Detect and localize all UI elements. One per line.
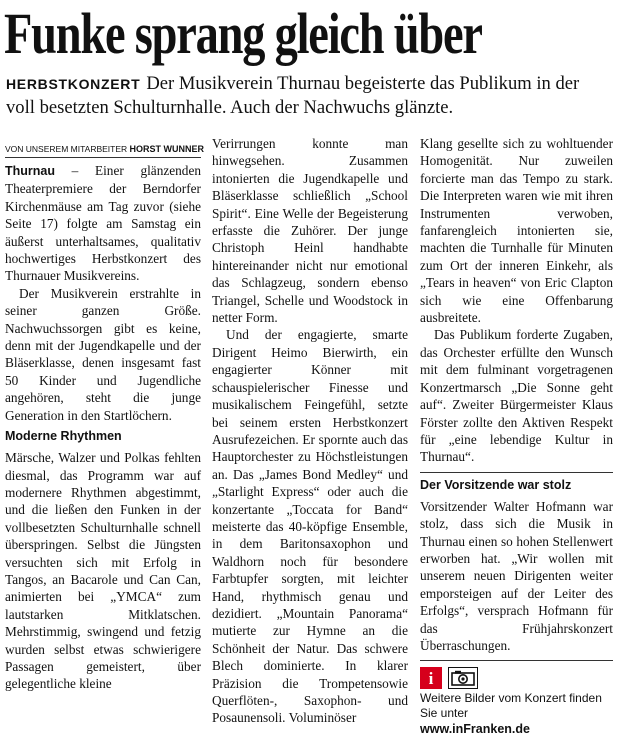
paragraph [5,162,201,285]
promo-text: Weitere Bilder vom Konzert finden Sie unter [420,691,602,721]
section-heading: Der Vorsitzende war stolz [420,477,572,492]
headline: Funke sprang gleich über [4,1,482,66]
paragraph: Und der engagierte, smarte Dirigent Heimo Bierwirth, ein engagierter Könner mit schauspielerischer Finesse und musikalischem Feingefühl, setzte bei seinem ersten Herbstkonzert Ausrufezeichen. Er spornte auch das Hauptorchester zu Höchstleistungen an. Das „James Bond Medley“ und „Starlight Express“ oder auch die konzertante „Toccata for Band“ meisterte das 40-köpfige Ensemble, in dem Baritonsaxophon und Waldhorn noch für besondere Farbtupfer sorgten, mit leichter Hand, rhythmisch genau und dezidiert. „Mountain Panorama“ mutierte zur Hymne an die Schönheit der Natur. Das schwere Blech dominierte. In klarer Präzision die Trompetensowie Querflöten-, Saxophon- und Posaunensoli. Voluminöser [212,327,408,726]
promo-link[interactable]: www.inFranken.de [420,722,530,737]
article-column-3 [420,135,613,738]
promo-icons [420,667,613,689]
byline-author: HORST WUNNER [129,144,205,154]
paragraph-text: – Einer glänzenden Theaterpremiere der Berndorfer Kirchenmäuse am Tag zuvor (siehe Seite 17) folgte am Samstag ein äußerst unterhaltsames, qualitativ hochwertiges Herbstkonzert des Thurnauer Musikvereins. [5,163,201,284]
info-icon: i [420,667,442,689]
article-column-2 [212,135,408,727]
article-column-1 [5,143,205,693]
divider [420,472,613,473]
divider [420,660,613,661]
paragraph: Das Publikum forderte Zugaben, das Orchester erfüllte den Wunsch mit dem fulminant vorgetragenen Konzertmarsch „Die Sonne geht auf“. Zweiter Bürgermeister Klaus Förster zollte den Aktiven Respekt für „eine lebendige Kultur in Thurnau“. [420,327,613,465]
subheadline [6,72,612,119]
subhead-text: Der Musikverein Thurnau begeisterte das Publikum in der voll besetzten Schulturnhalle. Auch der Nachwuchs glänzte. [6,73,580,118]
paragraph: Märsche, Walzer und Polkas fehlten diesmal, das Programm war auf modernere Rhythmen abgestimmt, und die ließen den Funken in der vollbesetzten Schulturnhalle schnell überspringen. Selbst die Jüngsten versuchten sich mit Erfolg in Tangos, an Bacarole und Can Can, animierten bei „YMCA“ zum lautstarken Mitklatschen. Mehrstimmig, swingend und fetzig wurden selbst etwas schwierigere Passagen gemeistert, über gelegentliche kleine [5,450,201,692]
kicker: HERBSTKONZERT [6,76,141,92]
byline-prefix: VON UNSEREM MITARBEITER [5,144,128,154]
paragraph: Verirrungen konnte man hinwegsehen. Zusammen intonierten die Jugendkapelle und Bläserklasse schließlich „School Spirit“. Eine Welle der Begeisterung erfasste die Zuhörer. Der junge Christoph Heinl handhabte hintereinander nicht nur emotional das Schlagzeug, sondern ebenso Triangel, Schelle und Woodstock in netter Form. [212,136,408,326]
camera-icon [448,667,478,689]
paragraph: Der Musikverein erstrahlte in seiner ganzen Größe. Nachwuchssorgen gibt es keine, denn mit der Jugendkapelle und der Bläserklasse, denen insgesamt fast 50 Kinder und Jugendliche angehören, steht die junge Generation in den Startlöchern. [5,285,201,423]
dateline-place: Thurnau [5,164,55,178]
paragraph: Klang gesellte sich zu wohltuender Homogenität. Nur zuweilen forcierte man das Tempo zu stark. Die Interpreten waren wie mit ihren Instrumenten verwoben, fanfarengleich intonierten sie, machten die Turnhalle für Minuten zum Ort der inneren Einkehr, als „Tears in heaven“ von Eric Clapton sich wie eine Offenbarung ausbreitete. [420,136,613,326]
byline [5,143,205,158]
paragraph: Vorsitzender Walter Hofmann war stolz, dass sich die Musik in Thurnau einen so hohen Stellenwert erworben hat. „Wir wollen mit unserem neuen Dirigenten weiter emporsteigen auf der Leiter des Erfolgs“, versprach Hofmann für das Frühjahrskonzert Überraschungen. [420,498,613,653]
section-heading: Moderne Rhythmen [5,429,122,444]
